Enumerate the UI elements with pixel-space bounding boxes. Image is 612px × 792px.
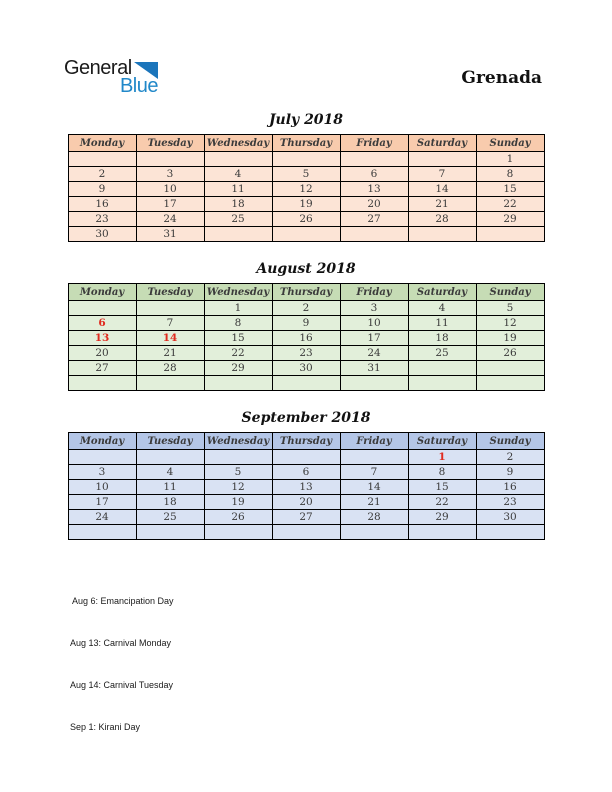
day-cell-19: 19 — [476, 331, 544, 346]
day-cell-empty — [204, 450, 272, 465]
day-cell-31: 31 — [340, 361, 408, 376]
day-cell-empty — [68, 376, 136, 391]
day-cell-21: 21 — [340, 495, 408, 510]
day-cell-6: 6 — [340, 167, 408, 182]
day-cell-empty — [340, 376, 408, 391]
day-cell-11: 11 — [408, 316, 476, 331]
day-header-tuesday: Tuesday — [136, 433, 204, 450]
day-cell-28: 28 — [408, 212, 476, 227]
week-row — [68, 361, 544, 376]
day-cell-4: 4 — [136, 465, 204, 480]
logo-text-general: General — [64, 57, 132, 79]
day-header-thursday: Thursday — [272, 135, 340, 152]
day-cell-31: 31 — [136, 227, 204, 242]
day-header-thursday: Thursday — [272, 433, 340, 450]
day-cell-30: 30 — [272, 361, 340, 376]
general-blue-logo — [64, 57, 158, 101]
day-cell-21: 21 — [136, 346, 204, 361]
day-header-friday: Friday — [340, 284, 408, 301]
day-cell-2: 2 — [272, 301, 340, 316]
day-cell-23: 23 — [476, 495, 544, 510]
day-cell-empty — [68, 450, 136, 465]
day-cell-3: 3 — [340, 301, 408, 316]
week-row — [68, 227, 544, 242]
day-cell-26: 26 — [272, 212, 340, 227]
day-cell-23: 23 — [272, 346, 340, 361]
day-cell-22: 22 — [204, 346, 272, 361]
day-cell-empty — [476, 525, 544, 540]
day-cell-6: 6 — [68, 316, 136, 331]
day-cell-empty — [272, 152, 340, 167]
calendar-table-august — [68, 283, 545, 391]
day-cell-empty — [476, 376, 544, 391]
week-row — [68, 376, 544, 391]
day-header-monday: Monday — [68, 433, 136, 450]
week-row — [68, 495, 544, 510]
day-cell-empty — [476, 361, 544, 376]
day-cell-4: 4 — [204, 167, 272, 182]
week-row — [68, 212, 544, 227]
day-header-friday: Friday — [340, 433, 408, 450]
day-cell-empty — [272, 376, 340, 391]
week-row — [68, 182, 544, 197]
day-header-sunday: Sunday — [476, 433, 544, 450]
day-cell-7: 7 — [408, 167, 476, 182]
week-row — [68, 197, 544, 212]
day-cell-empty — [204, 227, 272, 242]
day-cell-10: 10 — [340, 316, 408, 331]
month-title-august: August 2018 — [256, 261, 356, 277]
week-row — [68, 316, 544, 331]
day-header-sunday: Sunday — [476, 284, 544, 301]
day-cell-empty — [136, 450, 204, 465]
day-header-monday: Monday — [68, 135, 136, 152]
day-cell-16: 16 — [68, 197, 136, 212]
day-cell-13: 13 — [340, 182, 408, 197]
day-header-tuesday: Tuesday — [136, 284, 204, 301]
day-cell-2: 2 — [68, 167, 136, 182]
holiday-legend — [70, 566, 174, 762]
day-cell-24: 24 — [136, 212, 204, 227]
day-cell-9: 9 — [272, 316, 340, 331]
day-cell-28: 28 — [136, 361, 204, 376]
day-cell-24: 24 — [340, 346, 408, 361]
logo-text-blue: Blue — [119, 75, 158, 97]
day-cell-empty — [272, 227, 340, 242]
day-cell-29: 29 — [204, 361, 272, 376]
day-cell-17: 17 — [68, 495, 136, 510]
day-cell-26: 26 — [204, 510, 272, 525]
day-cell-26: 26 — [476, 346, 544, 361]
day-cell-1: 1 — [204, 301, 272, 316]
day-cell-empty — [136, 376, 204, 391]
day-cell-empty — [408, 361, 476, 376]
day-cell-empty — [340, 525, 408, 540]
day-cell-13: 13 — [68, 331, 136, 346]
day-cell-28: 28 — [340, 510, 408, 525]
day-cell-9: 9 — [476, 465, 544, 480]
week-row — [68, 167, 544, 182]
day-cell-15: 15 — [476, 182, 544, 197]
day-cell-1: 1 — [476, 152, 544, 167]
day-cell-11: 11 — [204, 182, 272, 197]
day-cell-13: 13 — [272, 480, 340, 495]
day-cell-20: 20 — [68, 346, 136, 361]
day-cell-7: 7 — [340, 465, 408, 480]
day-cell-5: 5 — [204, 465, 272, 480]
day-cell-empty — [136, 301, 204, 316]
day-header-saturday: Saturday — [408, 433, 476, 450]
month-title-september: September 2018 — [241, 410, 371, 426]
week-row — [68, 510, 544, 525]
day-cell-10: 10 — [68, 480, 136, 495]
day-cell-8: 8 — [476, 167, 544, 182]
week-row — [68, 301, 544, 316]
day-cell-18: 18 — [136, 495, 204, 510]
week-row — [68, 346, 544, 361]
legend-line: Aug 6: Emancipation Day — [70, 596, 174, 606]
day-cell-18: 18 — [408, 331, 476, 346]
day-cell-empty — [408, 525, 476, 540]
day-cell-19: 19 — [204, 495, 272, 510]
month-section-september — [0, 409, 612, 540]
day-cell-empty — [204, 525, 272, 540]
day-cell-7: 7 — [136, 316, 204, 331]
day-cell-8: 8 — [204, 316, 272, 331]
week-row — [68, 465, 544, 480]
day-cell-25: 25 — [408, 346, 476, 361]
day-cell-empty — [408, 376, 476, 391]
day-cell-12: 12 — [272, 182, 340, 197]
day-cell-empty — [68, 525, 136, 540]
day-cell-empty — [68, 152, 136, 167]
day-cell-empty — [272, 525, 340, 540]
day-cell-17: 17 — [136, 197, 204, 212]
day-header-saturday: Saturday — [408, 135, 476, 152]
day-cell-22: 22 — [408, 495, 476, 510]
day-header-wednesday: Wednesday — [204, 284, 272, 301]
day-cell-empty — [204, 376, 272, 391]
month-section-july — [0, 111, 612, 242]
day-cell-12: 12 — [476, 316, 544, 331]
day-header-tuesday: Tuesday — [136, 135, 204, 152]
day-cell-27: 27 — [272, 510, 340, 525]
day-cell-27: 27 — [68, 361, 136, 376]
day-cell-empty — [340, 152, 408, 167]
day-cell-3: 3 — [136, 167, 204, 182]
day-header-wednesday: Wednesday — [204, 433, 272, 450]
day-cell-30: 30 — [68, 227, 136, 242]
day-cell-14: 14 — [408, 182, 476, 197]
day-cell-16: 16 — [272, 331, 340, 346]
day-cell-21: 21 — [408, 197, 476, 212]
day-cell-16: 16 — [476, 480, 544, 495]
day-cell-6: 6 — [272, 465, 340, 480]
day-cell-empty — [408, 152, 476, 167]
day-header-row — [68, 135, 544, 152]
day-header-thursday: Thursday — [272, 284, 340, 301]
day-cell-empty — [476, 227, 544, 242]
day-cell-14: 14 — [340, 480, 408, 495]
day-cell-19: 19 — [272, 197, 340, 212]
week-row — [68, 525, 544, 540]
day-cell-18: 18 — [204, 197, 272, 212]
day-cell-1: 1 — [408, 450, 476, 465]
day-cell-14: 14 — [136, 331, 204, 346]
page-title: Grenada — [461, 68, 542, 88]
day-cell-empty — [136, 525, 204, 540]
day-header-friday: Friday — [340, 135, 408, 152]
day-cell-2: 2 — [476, 450, 544, 465]
day-cell-empty — [340, 450, 408, 465]
day-cell-27: 27 — [340, 212, 408, 227]
day-cell-24: 24 — [68, 510, 136, 525]
week-row — [68, 331, 544, 346]
day-cell-empty — [136, 152, 204, 167]
day-cell-25: 25 — [204, 212, 272, 227]
week-row — [68, 450, 544, 465]
day-cell-5: 5 — [476, 301, 544, 316]
day-header-sunday: Sunday — [476, 135, 544, 152]
legend-line: Sep 1: Kirani Day — [70, 722, 141, 732]
day-cell-15: 15 — [408, 480, 476, 495]
legend-line: Aug 14: Carnival Tuesday — [70, 680, 174, 690]
day-cell-11: 11 — [136, 480, 204, 495]
week-row — [68, 152, 544, 167]
day-cell-20: 20 — [272, 495, 340, 510]
legend-line: Aug 13: Carnival Monday — [70, 638, 172, 648]
day-header-wednesday: Wednesday — [204, 135, 272, 152]
month-title-july: July 2018 — [268, 112, 344, 128]
day-cell-17: 17 — [340, 331, 408, 346]
day-cell-25: 25 — [136, 510, 204, 525]
calendar-table-july — [68, 134, 545, 242]
day-cell-22: 22 — [476, 197, 544, 212]
day-cell-20: 20 — [340, 197, 408, 212]
month-section-august — [0, 260, 612, 391]
day-cell-empty — [204, 152, 272, 167]
day-header-row — [68, 433, 544, 450]
day-cell-empty — [340, 227, 408, 242]
day-cell-15: 15 — [204, 331, 272, 346]
calendar-table-september — [68, 432, 545, 540]
day-cell-3: 3 — [68, 465, 136, 480]
day-cell-10: 10 — [136, 182, 204, 197]
day-cell-8: 8 — [408, 465, 476, 480]
day-cell-23: 23 — [68, 212, 136, 227]
day-cell-9: 9 — [68, 182, 136, 197]
week-row — [68, 480, 544, 495]
day-cell-29: 29 — [408, 510, 476, 525]
day-cell-empty — [68, 301, 136, 316]
day-cell-empty — [272, 450, 340, 465]
day-cell-30: 30 — [476, 510, 544, 525]
day-header-monday: Monday — [68, 284, 136, 301]
day-cell-12: 12 — [204, 480, 272, 495]
day-header-row — [68, 284, 544, 301]
day-cell-29: 29 — [476, 212, 544, 227]
day-cell-4: 4 — [408, 301, 476, 316]
day-header-saturday: Saturday — [408, 284, 476, 301]
day-cell-empty — [408, 227, 476, 242]
day-cell-5: 5 — [272, 167, 340, 182]
